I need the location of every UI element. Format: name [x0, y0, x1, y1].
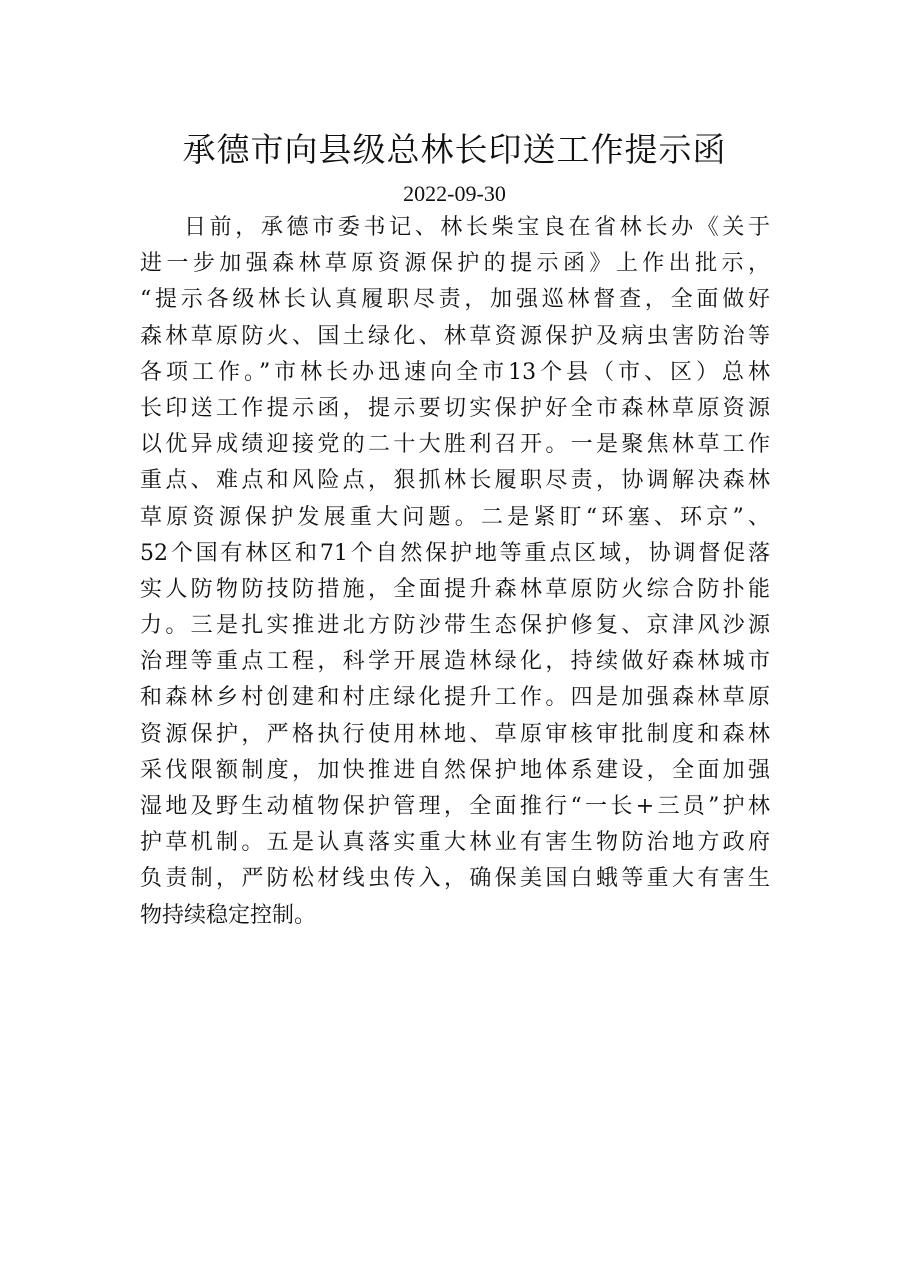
body-line: 实人防物防技防措施，全面提升森林草原防火综合防扑能 — [140, 576, 770, 602]
body-line: 以优异成绩迎接党的二十大胜利召开。一是聚焦林草工作 — [140, 432, 770, 458]
body-line: 物持续稳定控制。 — [140, 902, 317, 928]
body-line: 负责制，严防松材线虫传入，确保美国白蛾等重大有害生 — [140, 866, 770, 892]
body-line: 治理等重点工程，科学开展造林绿化，持续做好森林城市 — [140, 649, 770, 675]
document-body — [140, 210, 770, 934]
body-line: 资源保护，严格执行使用林地、草原审核审批制度和森林 — [140, 721, 770, 747]
body-line: 采伐限额制度，加快推进自然保护地体系建设，全面加强 — [140, 757, 770, 783]
body-line: 和森林乡村创建和村庄绿化提升工作。四是加强森林草原 — [140, 685, 770, 711]
body-line: 力。三是扎实推进北方防沙带生态保护修复、京津风沙源 — [140, 613, 770, 639]
document-date: 2022-09-30 — [403, 181, 506, 206]
body-line: 各项工作。”市林长办迅速向全市13个县（市、区）总林 — [140, 359, 770, 385]
body-line: 52个国有林区和71个自然保护地等重点区域，协调督促落 — [140, 540, 770, 566]
body-line: 重点、难点和风险点，狠抓林长履职尽责，协调解决森林 — [140, 468, 770, 494]
body-line: 长印送工作提示函，提示要切实保护好全市森林草原资源 — [140, 395, 770, 421]
body-line: “提示各级林长认真履职尽责，加强巡林督查，全面做好 — [140, 287, 770, 313]
body-line: 日前，承德市委书记、林长柴宝良在省林长办《关于 — [184, 215, 770, 240]
body-line: 进一步加强森林草原资源保护的提示函》上作出批示， — [140, 251, 770, 277]
body-line: 湿地及野生动植物保护管理，全面推行“一长+三员”护林 — [140, 794, 770, 819]
body-line: 护草机制。五是认真落实重大林业有害生物防治地方政府 — [140, 830, 770, 856]
document-title: 承德市向县级总林长印送工作提示函 — [182, 130, 727, 169]
body-line: 森林草原防火、国土绿化、林草资源保护及病虫害防治等 — [140, 323, 770, 349]
body-line: 草原资源保护发展重大问题。二是紧盯“环塞、环京”、 — [140, 504, 770, 530]
